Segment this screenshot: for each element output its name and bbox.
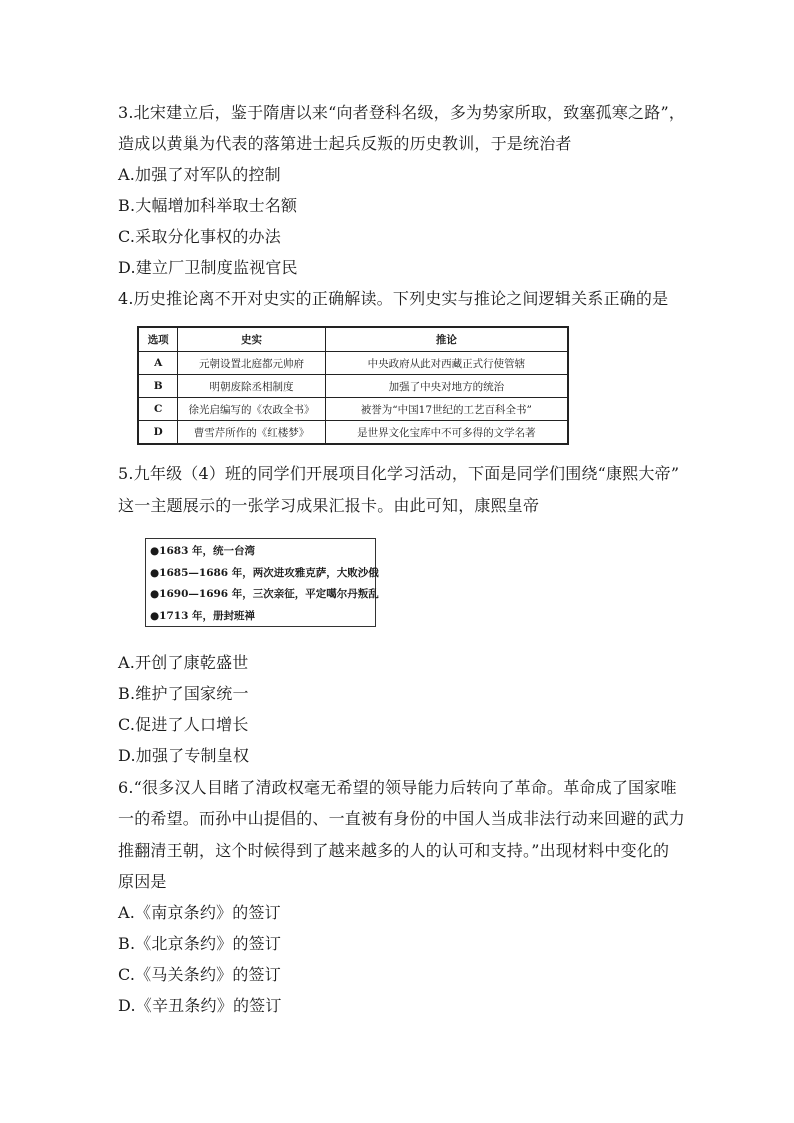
table-cell-inference: 被誉为“中国17世纪的工艺百科全书” [325,398,568,421]
table-row [138,421,568,445]
table-cell-option: B [138,375,178,398]
table-cell-fact: 元朝设置北庭都元帅府 [178,352,325,375]
report-card-item: ●1690—1696 年，三次亲征，平定噶尔丹叛乱 [150,588,379,600]
table-header: 选项 [138,327,178,352]
report-card-item: ●1713 年，册封班禅 [150,609,256,622]
table-cell-fact: 明朝废除丞相制度 [178,375,325,398]
q5-stem-line-1: 5.九年级（4）班的同学们开展项目化学习活动，下面是同学们围绕“康熙大帝” [118,464,680,483]
q6-option-d: D.《辛丑条约》的签订 [118,996,282,1015]
table-header-row [138,327,568,352]
q6-option-b: B.《北京条约》的签订 [118,934,282,953]
table-cell-inference: 加强了中央对地方的统治 [325,375,568,398]
q5-option-c: C.促进了人口增长 [118,715,249,734]
q6-option-a: A.《南京条约》的签订 [118,903,281,922]
q6-stem-line-3: 推翻清王朝，这个时候得到了越来越多的人的认可和支持。”出现材料中变化的 [118,841,670,860]
facts-table [137,326,569,445]
table-cell-fact: 曹雪芹所作的《红楼梦》 [178,421,325,445]
table-cell-option: D [138,421,178,445]
table-cell-inference: 中央政府从此对西藏正式行使管辖 [325,352,568,375]
q3-option-b: B.大幅增加科举取士名额 [118,196,298,215]
q3-stem-line-2: 造成以黄巢为代表的落第进士起兵反叛的历史教训，于是统治者 [118,134,572,153]
q3-option-a: A.加强了对军队的控制 [118,165,281,184]
table-row [138,352,568,375]
q3-option-c: C.采取分化事权的办法 [118,227,281,246]
table-cell-inference: 是世界文化宝库中不可多得的文学名著 [325,421,568,445]
table-cell-option: C [138,398,178,421]
q4-stem: 4.历史推论离不开对史实的正确解读。下列史实与推论之间逻辑关系正确的是 [118,289,669,308]
q6-stem-line-2: 一的希望。而孙中山提倡的、一直被有身份的中国人当成非法行动来回避的武力 [118,809,686,828]
table-row [138,398,568,421]
table-row [138,375,568,398]
table-header: 史实 [178,327,325,352]
table-cell-fact: 徐光启编写的《农政全书》 [178,398,325,421]
report-card-item: ●1685—1686 年，两次进攻雅克萨，大败沙俄 [150,566,379,579]
report-card [145,538,379,627]
q6-stem-line-1: 6.“很多汉人目睹了清政权毫无希望的领导能力后转向了革命。革命成了国家唯 [118,778,677,797]
table-header: 推论 [325,327,568,352]
q6-stem-line-4: 原因是 [118,872,167,891]
q6-option-c: C.《马关条约》的签订 [118,965,281,984]
q5-option-b: B.维护了国家统一 [118,684,249,703]
q3-option-d: D.建立厂卫制度监视官民 [118,258,298,277]
q5-option-d: D.加强了专制皇权 [118,746,250,765]
table-cell-option: A [138,352,178,375]
q5-option-a: A.开创了康乾盛世 [118,653,249,672]
q3-stem-line-1: 3.北宋建立后，鉴于隋唐以来“向者登科名级，多为势家所取，致塞孤寒之路”， [118,103,686,122]
report-card-item: ●1683 年，统一台湾 [150,545,256,557]
q5-stem-line-2: 这一主题展示的一张学习成果汇报卡。由此可知，康熙皇帝 [118,496,540,515]
